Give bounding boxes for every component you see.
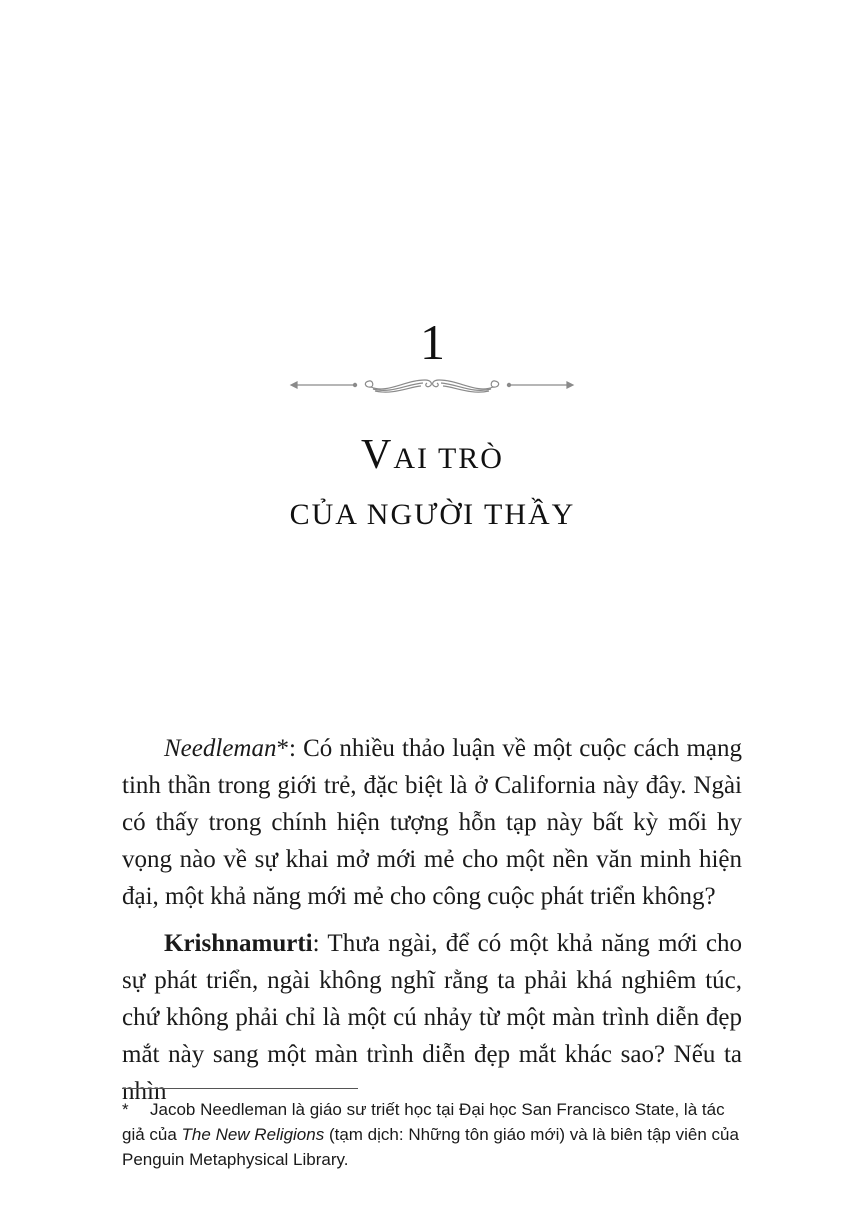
chapter-title-line-1 <box>0 426 865 484</box>
flourish-divider-icon <box>287 372 577 398</box>
footnote <box>122 1097 747 1172</box>
speaker-separator: : <box>312 930 328 957</box>
paragraph-needleman <box>122 730 742 915</box>
speaker-krishnamurti: Krishnamurti <box>164 930 313 957</box>
speaker-needleman: Needleman <box>164 735 277 762</box>
chapter-title <box>0 426 865 544</box>
chapter-title-initial: V <box>361 432 394 478</box>
chapter-number: 1 <box>420 314 445 370</box>
chapter-title-line-2: CỦA NGƯỜI THẦY <box>289 498 576 531</box>
footnote-book-title: The New Religions <box>181 1125 325 1144</box>
paragraph-text: Thưa ngài, để có một khả năng mới cho sự phát triển, ngài không nghĩ rằng ta phải khá nghiêm túc, chứ không phải chỉ là một cú nhảy từ một màn trình diễn đẹp mắt này sang một màn trình diễn đẹp mắt khác sao? Nếu ta nhìn <box>122 930 742 1105</box>
paragraph-krishnamurti <box>122 925 742 1110</box>
footnote-text-before: Jacob Needleman là giáo sư triết học tại Đại học San Francisco State, là tác giả của <box>122 1100 725 1144</box>
paragraph-text: Có nhiều thảo luận về một cuộc cách mạng tinh thần trong giới trẻ, đặc biệt là ở California này đây. Ngài có thấy trong chính hiện tượng hỗn tạp này bất kỳ mối hy vọng nào về sự khai mở mới mẻ cho một nền văn minh hiện đại, một khả năng mới mẻ cho công cuộc phát triển không? <box>122 735 742 910</box>
body-text <box>122 730 742 1120</box>
footnote-divider <box>122 1088 358 1089</box>
footnote-text-after: (tạm dịch: Những tôn giáo mới) và là biên tập viên của Penguin Metaphysical Library. <box>122 1125 739 1169</box>
footnote-marker: * <box>276 735 289 762</box>
footnote-marker: * <box>122 1100 129 1119</box>
chapter-title-line-1-rest: AI TRÒ <box>393 442 504 475</box>
speaker-separator: : <box>288 735 304 762</box>
